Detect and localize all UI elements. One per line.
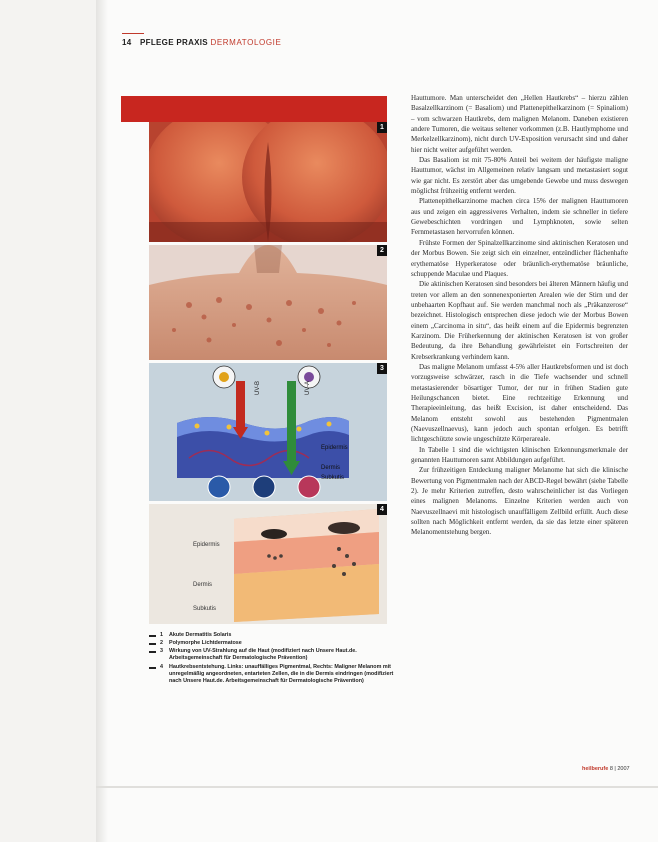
body-paragraph: Zur frühzeitigen Entdeckung maligner Melanome hat sich die klinische Bewertung von Pigmentmalen nach der ABCD-Regel bewährt (siehe Tabelle 2). Je mehr Kriterien zutreffen, desto wahrscheinlicher ist das Vorliegen eines malignen Melanoms. Einzelne Kriterien werden auch von Naevuszellnaevi mit histologisch unauffälligem Zellbild erfüllt. Auch diese sollten nach Möglichkeit entfernt werden, da sie das letzte einer späteren Melanomentstehung bergen. <box>411 466 628 537</box>
label-epidermis: Epidermis <box>193 542 220 548</box>
caption-number: 1 <box>160 632 163 638</box>
figure-1-photo <box>149 122 387 242</box>
body-paragraph: Das Basaliom ist mit 75-80% Anteil bei weitem der häufigste maligne Hauttumor, wächst im Allgemeinen relativ langsam und metastasiert sogut wie gar nicht. Es zerstört aber das umgebende Gewebe und muss deswegen möglichst frühzeitig entfernt werden. <box>411 156 628 196</box>
body-paragraph: Plattenepithelkarzinome machen circa 15% der malignen Hauttumoren aus und zeigen ein aggressiveres Verhalten, indem sie schneller in tiefere Gewebeschichten vordringen und Lymphknoten, sowie selten Fernmetastasen hervorrufen können. <box>411 197 628 237</box>
label-subkutis: Subkutis <box>193 606 217 612</box>
caption-item <box>149 632 394 639</box>
caption-text: Hautkrebsentstehung. Links: unauffälliges Pigmentmal, Rechts: Maligner Melanom mit unregelmäßig angeordneten, entarteten Zellen, die in die Dermis eindringen (modifiziert nach Unsere Haut.de. Arbeitsgemeinschaft für Dermatologische Prävention) <box>169 663 394 684</box>
figure-3-uv-diagram <box>149 363 387 501</box>
label-uva: UV-A <box>305 380 311 395</box>
footer-brand: heilberufe <box>582 766 609 772</box>
section-title: PFLEGE PRAXIS <box>140 38 208 47</box>
label-uvb: UV-B <box>255 380 261 395</box>
bottom-edge-line <box>96 786 658 788</box>
caption-number: 3 <box>160 648 163 655</box>
rash-back-image <box>149 245 387 360</box>
label-dermis: Dermis <box>321 465 340 471</box>
caption-text: Polymorphe Lichtdermatose <box>169 640 242 647</box>
label-subkutis: Subkutis <box>321 475 345 481</box>
caption-item <box>149 664 394 685</box>
body-paragraph: In Tabelle 1 sind die wichtigsten klinischen Erkennungsmerkmale der genannten Hauttumoren samt Abbildungen aufgeführt. <box>411 445 628 465</box>
figure-number: 2 <box>377 245 387 256</box>
figure-4-melanoma-diagram <box>149 504 387 624</box>
body-paragraph: Hauttumore. Man unterscheidet den „Hellen Hautkrebs“ – hierzu zählen Basalzellkarzinom (= Basaliom) und Plattenepithelkarzinom (= Spinaliom) – vom schwarzen Hautkrebs, dem malignen Melanom. Daneben existieren andere Tumoren, die weitaus seltener vorkommen (z.B. Hautlymphome und Merkelzellkarzinom), nicht durch UV-Exposition verursacht sind und daher hier nicht weiter aufgeführt werden. <box>411 94 628 154</box>
sunburned-back-image <box>149 122 387 242</box>
section-category: DERMATOLOGIE <box>210 38 282 47</box>
caption-item <box>149 640 394 647</box>
article-text-column <box>411 93 628 538</box>
caption-number: 4 <box>160 663 163 670</box>
body-paragraph: Frühste Formen der Spinalzellkarzinome sind aktinischen Keratosen und der Morbus Bowen. Sie zeigt sich ein einzelner, entzündlicher flächenhafte erythematöse Hyperkeratose oder bräunlich-erythematöse bräunliche, schuppende Maculae und Plaques. <box>411 238 628 278</box>
header-accent-line <box>122 33 144 34</box>
figure-number: 1 <box>377 122 387 133</box>
figure-2-photo <box>149 245 387 360</box>
label-epidermis: Epidermis <box>321 445 348 451</box>
label-dermis: Dermis <box>193 582 212 588</box>
caption-item <box>149 648 394 662</box>
red-accent-bar <box>121 96 387 122</box>
page-fold-shadow <box>96 0 108 842</box>
body-paragraph: Das maligne Melanom umfasst 4-5% aller Hautkrebsformen und ist doch vorzugsweise schwärzer, rasch in die Tiefe wachsender und schnell metastasierender bösartiger Tumor, der nur in frühen Stadien gute Heilungschancen bietet. Eine rechtzeitige Erkennung und Therapieeinleitung, das heißt Excision, ist daher entscheidend. Das Melanom entsteht sowohl aus bestehenden Pigmentmalen (Naevuszellnaevus), kann jedoch auch spontan erfolgen. Es betrifft lichtgeschützte sowie ungeschützte Körperareale. <box>411 362 628 444</box>
figure-captions <box>149 632 394 686</box>
body-paragraph: Die aktinischen Keratosen sind besonders bei älteren Männern häufig und treten vor allem an den sonnenexponierten Arealen wie der Stirn und der unbehaarten Kopfhaut auf. Sie werden manchmal noch als „Präkanzerose“ bezeichnet. Histologisch entsprechen diese jedoch wie der Morbus Bowen einem „Carcinoma in situ“, das heißt einem auf die Epidermis begrenzten Karzinom. Die Früherkennung der aktinischen Keratosen ist von großer Bedeutung, da ihre Behandlung gewährleistet ein Fortschreiten der Krebserkrankung verhindern kann. <box>411 280 628 361</box>
figure-number: 4 <box>377 504 387 515</box>
skin-cancer-diagram <box>149 504 387 624</box>
page-number: 14 <box>122 38 132 47</box>
caption-number: 2 <box>160 640 163 647</box>
footer-issue: 8 | 2007 <box>609 766 630 772</box>
caption-text: Wirkung von UV-Strahlung auf die Haut (modifiziert nach Unsere Haut.de. Arbeitsgemeinschaft für Dermatologische Prävention) <box>169 648 357 662</box>
page-header <box>122 38 281 47</box>
figure-number: 3 <box>377 363 387 374</box>
caption-text: Akute Dermatitis Solaris <box>169 632 232 638</box>
uv-skin-diagram <box>149 363 387 501</box>
page-footer <box>582 766 630 772</box>
